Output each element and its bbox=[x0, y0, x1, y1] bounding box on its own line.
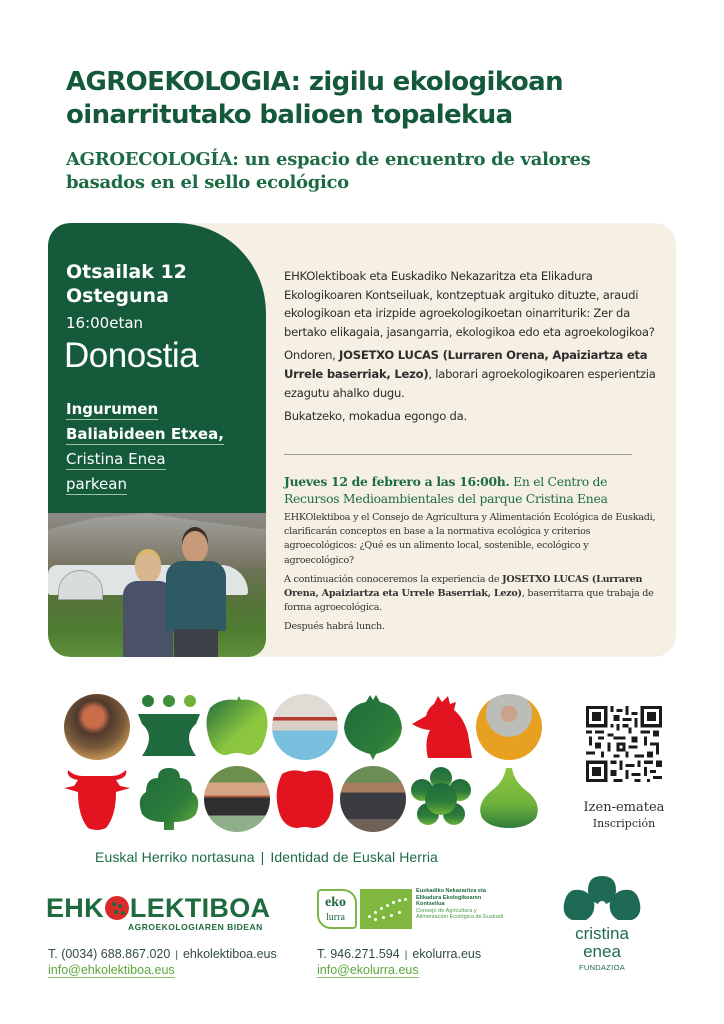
event-card bbox=[48, 223, 676, 657]
photo-man-donkey bbox=[340, 766, 406, 832]
venue-line: Cristina Enea bbox=[66, 450, 166, 468]
flower-icon bbox=[408, 766, 474, 832]
spanish-paragraph-1: EHKOlektiboa y el Consejo de Agricultura y Alimentación Ecológica de Euskadi, clarificarán conceptos en base a la normativa ecológica y criterios agroecológicos: ¿Qué es un alimento local, sostenible, ecológico y agroecológico? bbox=[284, 512, 656, 566]
tagline-eu: Euskal Herriko nortasuna bbox=[95, 849, 255, 865]
title-line-2: oinarritutako balioen topalekua bbox=[66, 100, 513, 130]
tree-icon bbox=[136, 766, 202, 832]
spanish-paragraph-3: Después habrá lunch. bbox=[284, 621, 385, 633]
event-weekday: Osteguna bbox=[66, 285, 169, 307]
event-city: Donostia bbox=[64, 336, 199, 375]
event-time: 16:00etan bbox=[66, 314, 144, 332]
event-venue bbox=[66, 399, 261, 499]
title-line-1: AGROEKOLOGIA: zigilu ekologikoan bbox=[66, 67, 563, 97]
rooster-icon bbox=[408, 694, 474, 760]
registration-label-eu: Izen-ematea bbox=[583, 800, 665, 815]
ekolurra-website-link[interactable]: ekolurra.eus bbox=[412, 947, 482, 961]
eu-organic-leaf-icon bbox=[360, 889, 412, 929]
tagline bbox=[95, 849, 438, 865]
venue-line: Baliabideen Etxea, bbox=[66, 425, 224, 443]
cristina-enea-name: cristina enea bbox=[575, 924, 629, 961]
photo-man-greenhouse bbox=[476, 694, 542, 760]
ekolurra-email-link[interactable]: info@ekolurra.eus bbox=[317, 963, 419, 977]
basque-paragraph-3: Bukatzeko, mokadua egongo da. bbox=[284, 409, 467, 424]
page-title bbox=[66, 66, 686, 132]
speaker-name: JOSETXO LUCAS (Lurraren Orena, Apaiziartza eta Urrele Baserriak, Lezo) bbox=[284, 573, 643, 600]
ekolurra-description: Euskadiko Nekazaritza eta Elikadura Ekologikoaren Kontseilua Consejo de Agricultura y Alimentación Ecológica de Euskadi bbox=[416, 888, 504, 921]
ekolurra-contact: T. 946.271.594 | ekolurra.eus bbox=[317, 947, 482, 961]
ehkolektiboa-email-link[interactable]: info@ehkolektiboa.eus bbox=[48, 963, 175, 977]
speaker-name: JOSETXO LUCAS (Lurraren Orena, Apaiziartza eta Urrele baserriak, Lezo) bbox=[284, 348, 648, 381]
subtitle-line-2: basados en el sello ecológico bbox=[66, 172, 349, 193]
ehkolektiboa-phone: T. (0034) 688.867.020 bbox=[48, 947, 171, 961]
speakers-photo bbox=[48, 513, 266, 657]
cristina-enea-foundation: FUNDAZIOA bbox=[578, 963, 626, 972]
ekolurra-phone: T. 946.271.594 bbox=[317, 947, 400, 961]
photo-woman-farm bbox=[272, 694, 338, 760]
beet-icon bbox=[340, 694, 406, 760]
page-subtitle bbox=[66, 148, 686, 194]
spanish-description bbox=[284, 511, 656, 640]
pepper-icon bbox=[272, 766, 338, 832]
tagline-es: Identidad de Euskal Herria bbox=[270, 849, 438, 865]
tagline-separator: | bbox=[260, 849, 265, 865]
cow-icon bbox=[64, 766, 130, 832]
basque-paragraph-2: Ondoren, JOSETXO LUCAS (Lurraren Orena, Apaiziartza eta Urrele baserriak, Lezo), laborari agroekologikoaren esperientzia ezagutu ahalko dugu. bbox=[284, 348, 656, 400]
ehkolektiboa-contact: T. (0034) 688.867.020 | ehkolektiboa.eus bbox=[48, 947, 277, 961]
ladybug-icon bbox=[105, 896, 129, 920]
ehkolektiboa-website-link[interactable]: ehkolektiboa.eus bbox=[182, 947, 277, 961]
ehkolektiboa-slogan: AGROEKOLOGIAREN BIDEAN bbox=[128, 922, 263, 932]
apple-icon bbox=[204, 694, 270, 760]
spanish-paragraph-2: A continuación conoceremos la experiencia de JOSETXO LUCAS (Lurraren Orena, Apaiziartza eta Urrele Baserriak, Lezo), baserritarra que trabaja de forma agroecológica. bbox=[284, 573, 654, 614]
icon-grid bbox=[64, 694, 574, 834]
fig-icon bbox=[476, 766, 542, 832]
event-info-panel bbox=[48, 223, 266, 513]
photo-person-man bbox=[166, 531, 226, 657]
venue-line: Ingurumen bbox=[66, 400, 159, 418]
ekolurra-logo: eko lurra bbox=[317, 889, 357, 929]
mortar-bowl-icon bbox=[136, 694, 202, 760]
subtitle-line-1: AGROECOLOGÍA: un espacio de encuentro de valores bbox=[66, 149, 591, 170]
event-date: Otsailak 12 bbox=[66, 261, 187, 283]
photo-woman-greens bbox=[204, 766, 270, 832]
divider bbox=[284, 454, 632, 455]
ehkolektiboa-logo: EHK LEKTIBOA bbox=[46, 893, 271, 923]
registration-label-es: Inscripción bbox=[592, 817, 656, 830]
photo-farmer-chickens bbox=[64, 694, 130, 760]
cristina-enea-logo-icon bbox=[562, 876, 642, 922]
registration-qr-code[interactable] bbox=[586, 706, 662, 782]
basque-paragraph-1: EHKOlektiboak eta Euskadiko Nekazaritza eta Elikadura Ekologikoaren Kontseiluak, kontzeptuak argituko dituzte, araudi ekologikoan eta irizpide agroekologikoetan oinarriturik: Zer da bertako elikagaia, jasangarria, ekologikoa edo eta agroekologikoa? bbox=[284, 269, 655, 339]
spanish-heading: Jueves 12 de febrero a las 16:00h. En el Centro de Recursos Medioambientales del parque Cristina Enea bbox=[284, 474, 608, 506]
basque-description bbox=[284, 267, 656, 431]
venue-line: parkean bbox=[66, 475, 127, 493]
